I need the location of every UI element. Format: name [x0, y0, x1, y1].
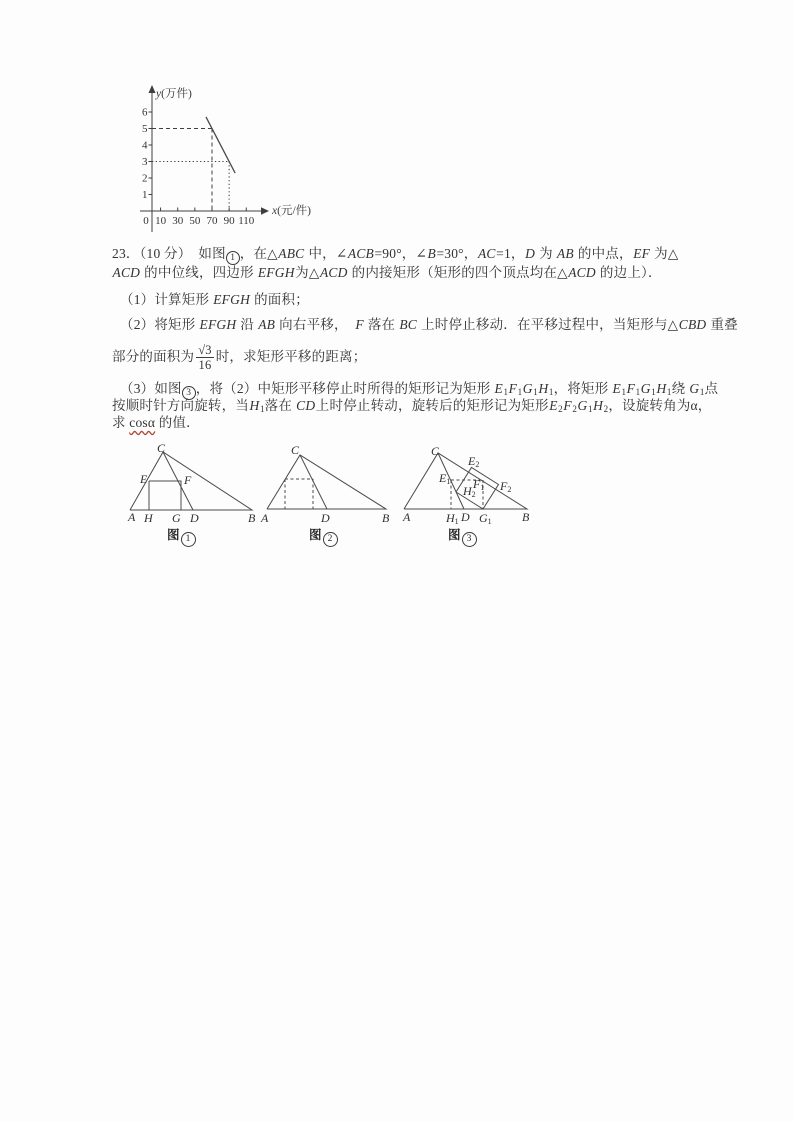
q23-intro-line2: ACD 的中位线，四边形 EFGH为△ACD 的内接矩形（矩形的四个顶点均在△ACD 的边上）．: [112, 265, 662, 280]
figure-1-point-label-G: G: [172, 511, 181, 525]
fraction-numerator: √3: [198, 343, 212, 357]
y-tick-label-2: 2: [142, 172, 148, 185]
figure-1-point-label-A: A: [128, 510, 136, 524]
x-axis-label: x(元/件): [272, 205, 311, 217]
figure-1-point-label-E: E: [140, 472, 148, 486]
x-tick-label-110: 110: [238, 215, 255, 227]
figure-3: [395, 438, 550, 530]
x-tick-label-70: 70: [206, 215, 218, 227]
q23-part2-line1: （2）将矩形 EFGH 沿 AB 向右平移， F 落在 BC 上时停止移动．在平移过程中，当矩形与△CBD 重叠: [120, 317, 738, 332]
part3-text-after: 的值．: [155, 415, 200, 430]
figure-3-caption: 图 3: [448, 525, 477, 547]
figure-3-point-label-C: C: [431, 444, 440, 458]
cos-alpha-spellcheck-word: cosα: [129, 415, 156, 430]
figure-3-point-label-D: D: [461, 510, 470, 524]
price-sales-chart: [138, 84, 350, 239]
q23-intro-line1: 23．（10 分） 如图 1 ，在△ABC 中，∠ACB=90°，∠B=30°，AC=1，D 为 AB 的中点，EF 为△: [112, 246, 679, 263]
figure-2-point-label-D: D: [321, 511, 330, 525]
y-axis-arrow: [149, 85, 156, 93]
y-tick-label-5: 5: [142, 123, 148, 135]
q23-part2-line2: [112, 343, 366, 373]
figure-3-point-label-A: A: [403, 510, 411, 524]
q23-part3-line3: [112, 414, 200, 431]
part2-text-before-fraction: 部分的面积为: [112, 348, 195, 364]
x-tick-label-30: 30: [172, 215, 184, 227]
figure-1-point-label-H: H: [144, 511, 153, 525]
figure-3-point-label-F1: $F_1$: [473, 477, 485, 492]
fraction-denominator: 16: [198, 358, 212, 373]
x-tick-label-50: 50: [189, 215, 201, 227]
figure-3-point-label-E2: $E_2$: [468, 454, 480, 469]
figure-3-point-label-G1: $G_1$: [479, 511, 492, 526]
fraction-sqrt3-over-16: [196, 343, 214, 373]
figure-3-point-label-H1: $H_1$: [446, 511, 459, 526]
figure-2-point-label-C: C: [291, 443, 300, 457]
figure-1-caption: 图 1: [167, 525, 196, 547]
x-tick-label-10: 10: [155, 215, 167, 227]
y-tick-label-4: 4: [142, 139, 148, 152]
figure-2-caption: 图 2: [309, 525, 338, 547]
y-axis-label: y(万件): [156, 88, 192, 100]
q23-part1: （1）计算矩形 EFGH 的面积；: [120, 292, 309, 307]
q23-part3-line2: 按顺时针方向旋转，当$H_1$落在 CD上时停止转动，旋转后的矩形记为矩形$E_2F_2G_1H_2$，设旋转角为α，: [112, 398, 712, 414]
origin-label: 0: [143, 215, 149, 227]
figure-1: [128, 440, 260, 530]
y-tick-label-6: 6: [142, 106, 148, 119]
figure-3-point-label-E1: $E_1$: [439, 471, 451, 486]
chart-canvas: [138, 84, 350, 239]
figure-2-point-label-B: B: [382, 511, 390, 525]
figure-3-point-label-B: B: [522, 510, 530, 524]
part3-text-before: 求: [112, 415, 130, 430]
price-vs-sales-segment: [206, 117, 235, 173]
figure-2: [256, 441, 398, 529]
figure-2-point-label-A: A: [261, 511, 269, 525]
figure-1-point-label-B: B: [248, 511, 256, 525]
x-tick-label-90: 90: [223, 215, 235, 227]
part2-text-after-fraction: 时，求矩形平移的距离；: [215, 348, 367, 364]
figure-1-point-label-F: F: [184, 473, 192, 487]
figure-1-point-label-D: D: [190, 511, 199, 525]
figure-1-point-label-C: C: [157, 441, 166, 455]
figure-3-point-label-H2: $H_2$: [463, 484, 476, 499]
q23-part3-line1: （3）如图 3 ，将（2）中矩形平移停止时所得的矩形记为矩形 $E_1F_1G_1H_1$，将矩形 $E_1F_1G_1H_1$绕 $G_1$点: [120, 381, 719, 398]
figure-1-rect-EFGH: [149, 481, 181, 510]
y-tick-label-3: 3: [142, 156, 148, 168]
x-axis-arrow: [261, 207, 269, 215]
y-tick-label-1: 1: [142, 189, 148, 201]
figure-3-point-label-F2: $F_2$: [500, 479, 512, 494]
